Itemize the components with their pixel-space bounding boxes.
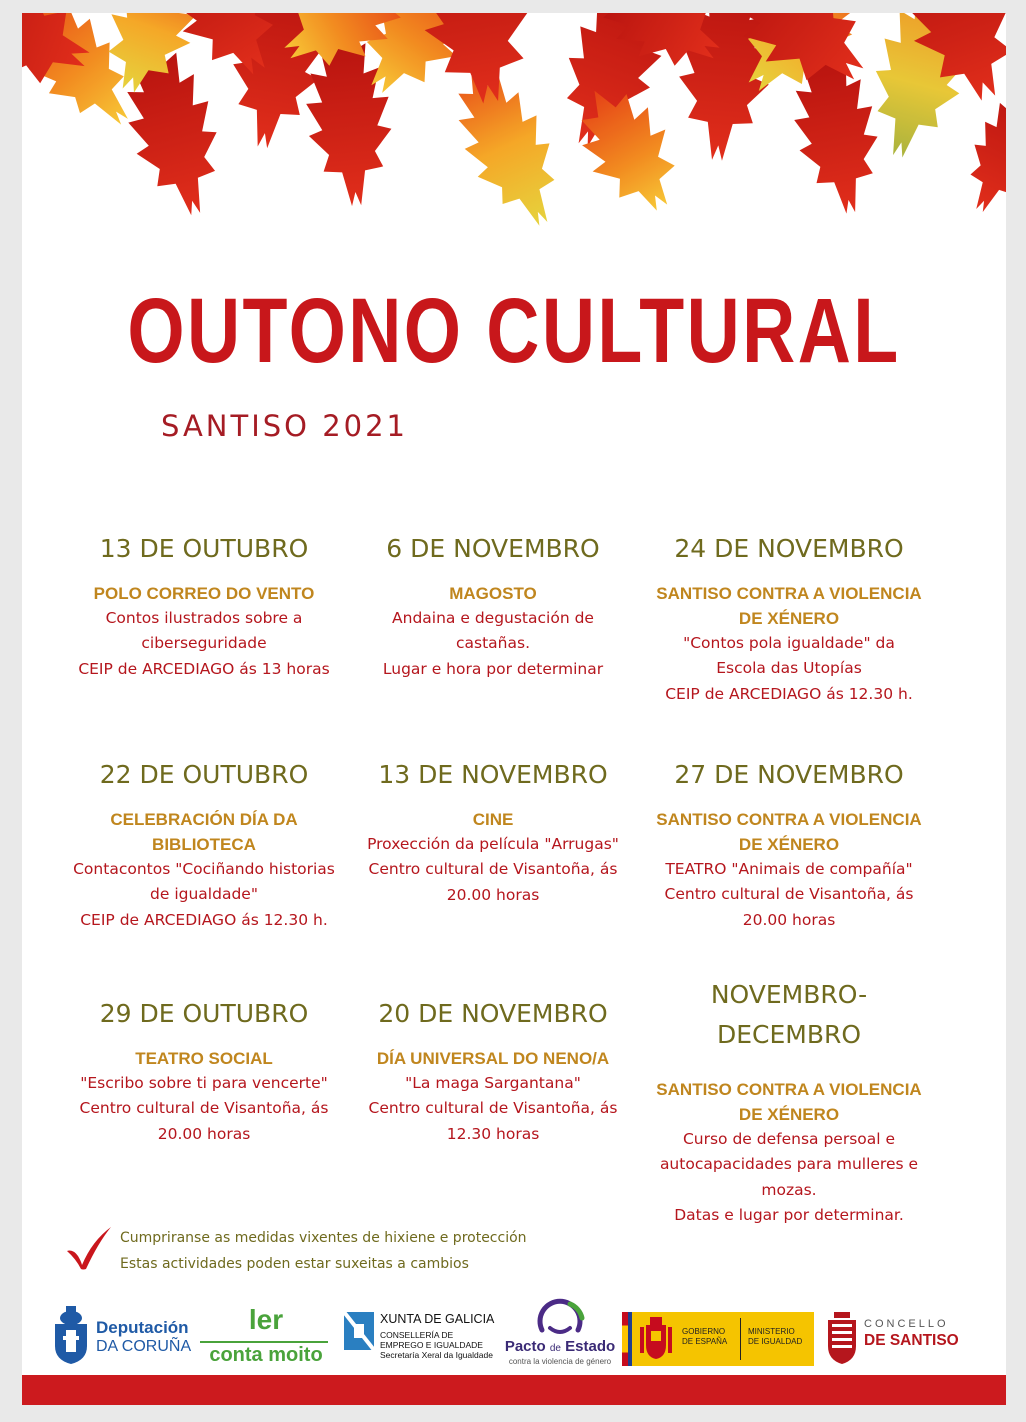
gobierno-label: GOBIERNO DE ESPAÑA xyxy=(682,1327,728,1346)
poster xyxy=(22,13,1006,1405)
concello-name: DE SANTISO xyxy=(864,1332,959,1349)
pacto-name: Pacto de Estado xyxy=(504,1338,616,1355)
event-date: 24 DE NOVEMBRO xyxy=(674,534,904,563)
xunta-department-1: CONSELLERÍA DE xyxy=(380,1330,454,1340)
event-card xyxy=(348,755,638,908)
xunta-department-2: EMPREGO E IGUALDADE xyxy=(380,1340,483,1350)
event-date: 20 DE NOVEMBRO xyxy=(378,999,608,1028)
event-date: 27 DE NOVEMBRO xyxy=(674,760,904,789)
xunta-name: XUNTA DE GALICIA xyxy=(380,1312,495,1326)
event-name: DÍA UNIVERSAL DO NENO/A xyxy=(376,1049,610,1068)
autumn-leaves-decoration xyxy=(22,13,1006,313)
event-name: TEATRO SOCIAL xyxy=(135,1049,273,1068)
event-date: 13 DE NOVEMBRO xyxy=(378,760,608,789)
event-card xyxy=(52,755,356,933)
ler-subtitle: conta moito xyxy=(209,1344,323,1366)
footer-bar xyxy=(22,1375,1006,1405)
sponsor-logos xyxy=(22,1298,1006,1378)
event-description: Andaina e degustación de castañas. Lugar e hora por determinar xyxy=(382,609,604,678)
logo-xunta xyxy=(344,1312,504,1372)
poster-title: OUTONO CULTURAL xyxy=(127,280,901,382)
eu-stripe xyxy=(628,1312,632,1366)
pacto-subtitle: contra la violencia de género xyxy=(508,1357,612,1366)
event-card xyxy=(634,755,944,933)
spain-coat-of-arms-icon xyxy=(636,1317,676,1361)
event-description: Contos ilustrados sobre a ciberseguridade CEIP de ARCEDIAGO ás 13 horas xyxy=(78,609,330,678)
ministerio-label: MINISTERIO DE IGUALDAD xyxy=(748,1327,803,1346)
event-date: NOVEMBRO- DECEMBRO xyxy=(710,980,868,1049)
note-changes: Estas actividades poden estar suxeitas a cambios xyxy=(120,1256,469,1272)
event-description: TEATRO "Animais de compañía" Centro cultural de Visantoña, ás 20.00 horas xyxy=(664,860,914,929)
logo-deputacion xyxy=(52,1306,192,1366)
event-name: SANTISO CONTRA A VIOLENCIA DE XÉNERO xyxy=(656,810,922,854)
event-date: 13 DE OUTUBRO xyxy=(99,534,309,563)
xunta-department-3: Secretaría Xeral da Igualdade xyxy=(380,1350,493,1360)
event-card xyxy=(52,529,356,682)
concello-label: CONCELLO xyxy=(864,1318,949,1330)
ler-title: ler xyxy=(248,1304,284,1335)
event-name: POLO CORREO DO VENTO xyxy=(93,584,315,603)
event-name: CELEBRACIÓN DÍA DA BIBLIOTECA xyxy=(110,810,298,854)
event-card xyxy=(52,994,356,1147)
event-date: 22 DE OUTUBRO xyxy=(99,760,309,789)
logo-concello-santiso xyxy=(826,1312,976,1368)
event-card xyxy=(634,975,944,1229)
event-card xyxy=(348,994,638,1147)
event-description: Contacontos "Cociñando historias de igualdade" CEIP de ARCEDIAGO ás 12.30 h. xyxy=(73,860,335,929)
event-name: CINE xyxy=(472,810,514,829)
event-date: 29 DE OUTUBRO xyxy=(99,999,309,1028)
event-card xyxy=(634,529,944,707)
deputacion-subname: DA CORUÑA xyxy=(96,1338,192,1355)
note-hygiene: Cumpriranse as medidas vixentes de hixiene e protección xyxy=(120,1230,527,1246)
event-date: 6 DE NOVEMBRO xyxy=(386,534,600,563)
logo-ler-conta-moito xyxy=(200,1304,332,1368)
event-description: "Escribo sobre ti para vencerte" Centro cultural de Visantoña, ás 20.00 horas xyxy=(79,1074,329,1143)
xunta-flag-icon xyxy=(344,1312,374,1350)
deputacion-name: Deputación xyxy=(96,1318,189,1337)
event-name: SANTISO CONTRA A VIOLENCIA DE XÉNERO xyxy=(656,584,922,628)
poster-subtitle: SANTISO 2021 xyxy=(161,409,409,443)
logo-pacto-de-estado xyxy=(500,1298,620,1368)
check-mark-icon xyxy=(64,1225,114,1271)
concello-crest-icon xyxy=(826,1312,858,1364)
ler-divider xyxy=(200,1341,328,1343)
deputacion-crest-icon xyxy=(52,1306,90,1366)
event-description: "La maga Sargantana" Centro cultural de Visantoña, ás 12.30 horas xyxy=(368,1074,618,1143)
event-name: SANTISO CONTRA A VIOLENCIA DE XÉNERO xyxy=(656,1080,922,1124)
logo-gobierno-espana xyxy=(622,1312,814,1366)
event-description: Curso de defensa persoal e autocapacidades para mulleres e mozas. Datas e lugar por determinar. xyxy=(659,1130,919,1225)
event-description: Proxección da película "Arrugas" Centro cultural de Visantoña, ás 20.00 horas xyxy=(367,835,619,904)
event-card xyxy=(348,529,638,682)
notes xyxy=(120,1225,527,1277)
gobierno-divider xyxy=(740,1318,741,1360)
event-name: MAGOSTO xyxy=(449,584,537,603)
event-description: "Contos pola igualdade" da Escola das Utopías CEIP de ARCEDIAGO ás 12.30 h. xyxy=(665,634,913,703)
